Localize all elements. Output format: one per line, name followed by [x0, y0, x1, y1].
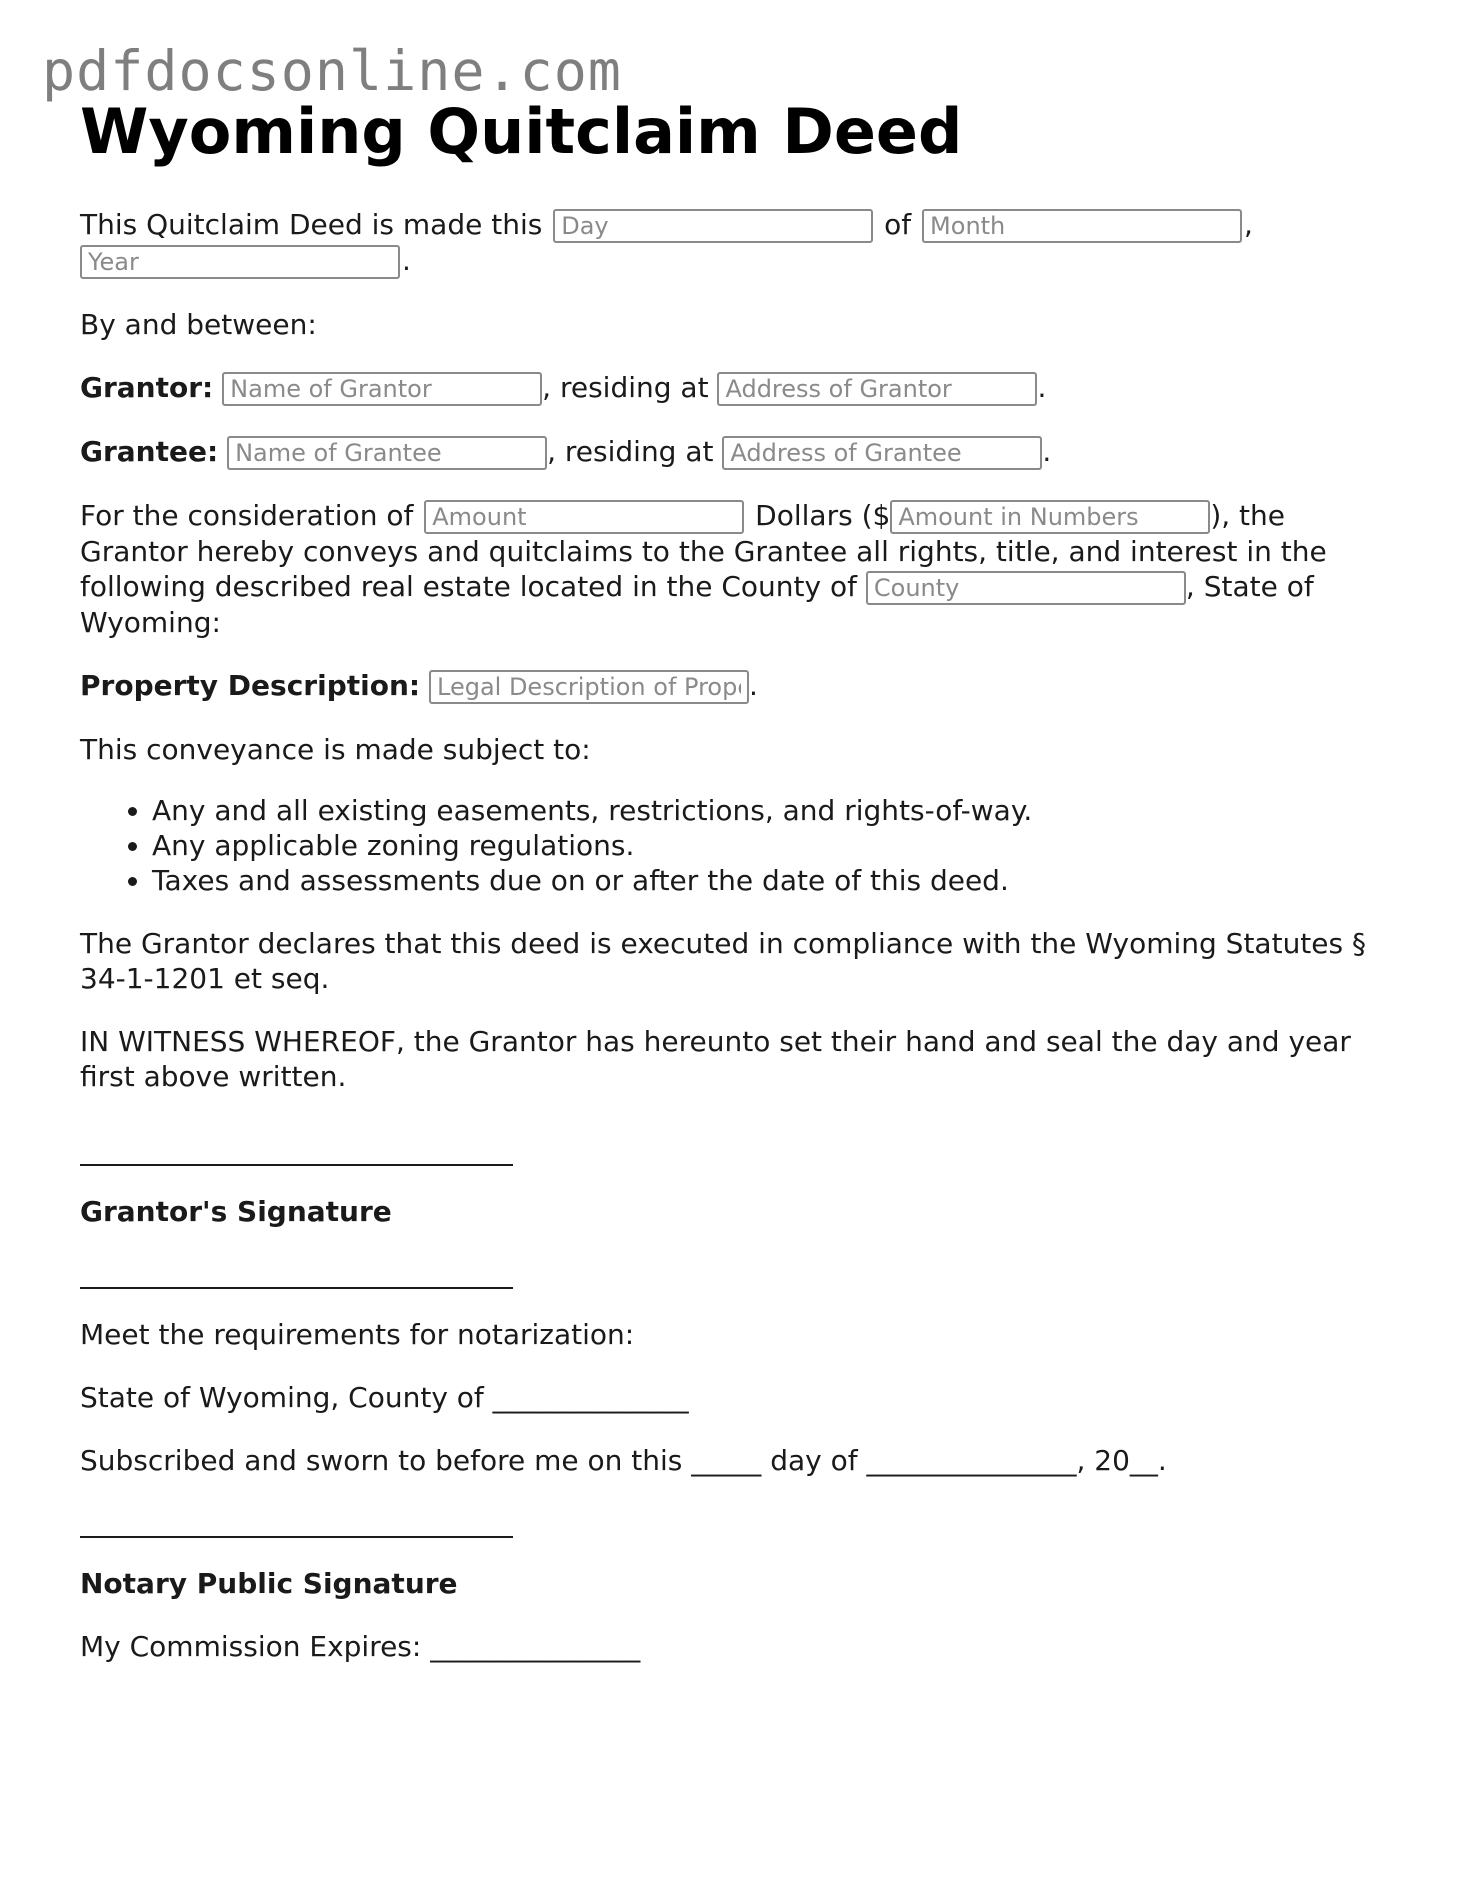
notary-county: State of Wyoming, County of ______________ [80, 1381, 689, 1414]
amount-input[interactable] [424, 500, 744, 534]
compliance-text: The Grantor declares that this deed is executed in compliance with the Wyoming Statutes § 34-1-1201 et seq. [80, 927, 1367, 995]
notary-signature-label: Notary Public Signature [80, 1567, 458, 1600]
grantor-signature-label: Grantor's Signature [80, 1195, 392, 1228]
notary-intro: Meet the requirements for notarization: [80, 1318, 635, 1351]
commission-text: My Commission Expires: _______________ [80, 1630, 641, 1663]
property-description-input[interactable] [429, 670, 749, 704]
list-item: • Any and all existing easements, restrictions, and rights-of-way. [152, 793, 1400, 828]
witness-text: IN WITNESS WHEREOF, the Grantor has hereunto set their hand and seal the day and year first above written. [80, 1025, 1351, 1093]
notary-sworn: Subscribed and sworn to before me on this _____ day of _______________, 20__. [80, 1444, 1167, 1477]
grantee-label: Grantee: [80, 435, 219, 468]
notary-signature-line[interactable] [80, 1506, 513, 1538]
intro-of: of [884, 208, 912, 241]
consideration-prefix: For the consideration of [80, 499, 414, 532]
deed-body [80, 207, 1400, 1692]
consideration-paragraph [80, 498, 1400, 640]
consideration-suffix: , State of Wyoming: [80, 570, 1314, 639]
page-title: Wyoming Quitclaim Deed [80, 95, 963, 168]
amount-numbers-input[interactable] [890, 500, 1210, 534]
grantee-line: Grantee: Name of Grantee , residing at Address of Grantee . [80, 434, 1400, 470]
list-item: • Any applicable zoning regulations. [152, 828, 1400, 863]
property-label: Property Description: [80, 669, 421, 702]
grantor-line: Grantor: Name of Grantor , residing at Address of Grantor . [80, 370, 1400, 406]
watermark-text: pdfdocsonline.com [42, 39, 622, 103]
grantor-address-input[interactable] [717, 372, 1037, 406]
grantee-address-input[interactable] [722, 436, 1042, 470]
conditions-list [80, 793, 1400, 898]
intro-paragraph: This Quitclaim Deed is made this Day of Month , Year . [80, 207, 1400, 279]
consideration-middle: ), the Grantor hereby conveys and quitclaims to the Grantee all rights, title, and interest in the following described real estate located in the County of [80, 499, 1327, 603]
month-input[interactable] [922, 209, 1242, 243]
subject-to-text: This conveyance is made subject to: [80, 733, 591, 766]
grantee-residing: , residing at [547, 435, 714, 468]
intro-prefix: This Quitclaim Deed is made this [80, 208, 543, 241]
grantor-label: Grantor: [80, 371, 214, 404]
grantor-name-input[interactable] [222, 372, 542, 406]
list-item: • Taxes and assessments due on or after the date of this deed. [152, 863, 1400, 898]
signature-line[interactable] [80, 1257, 513, 1289]
grantor-signature-line[interactable] [80, 1134, 513, 1166]
day-input[interactable] [553, 209, 873, 243]
year-input[interactable] [80, 245, 400, 279]
grantor-residing: , residing at [542, 371, 709, 404]
between-text: By and between: [80, 308, 317, 341]
grantee-name-input[interactable] [227, 436, 547, 470]
county-input[interactable] [866, 571, 1186, 605]
dollars-text: Dollars ($ [755, 499, 891, 532]
property-line: Property Description: Legal Description of Property . [80, 668, 1400, 704]
